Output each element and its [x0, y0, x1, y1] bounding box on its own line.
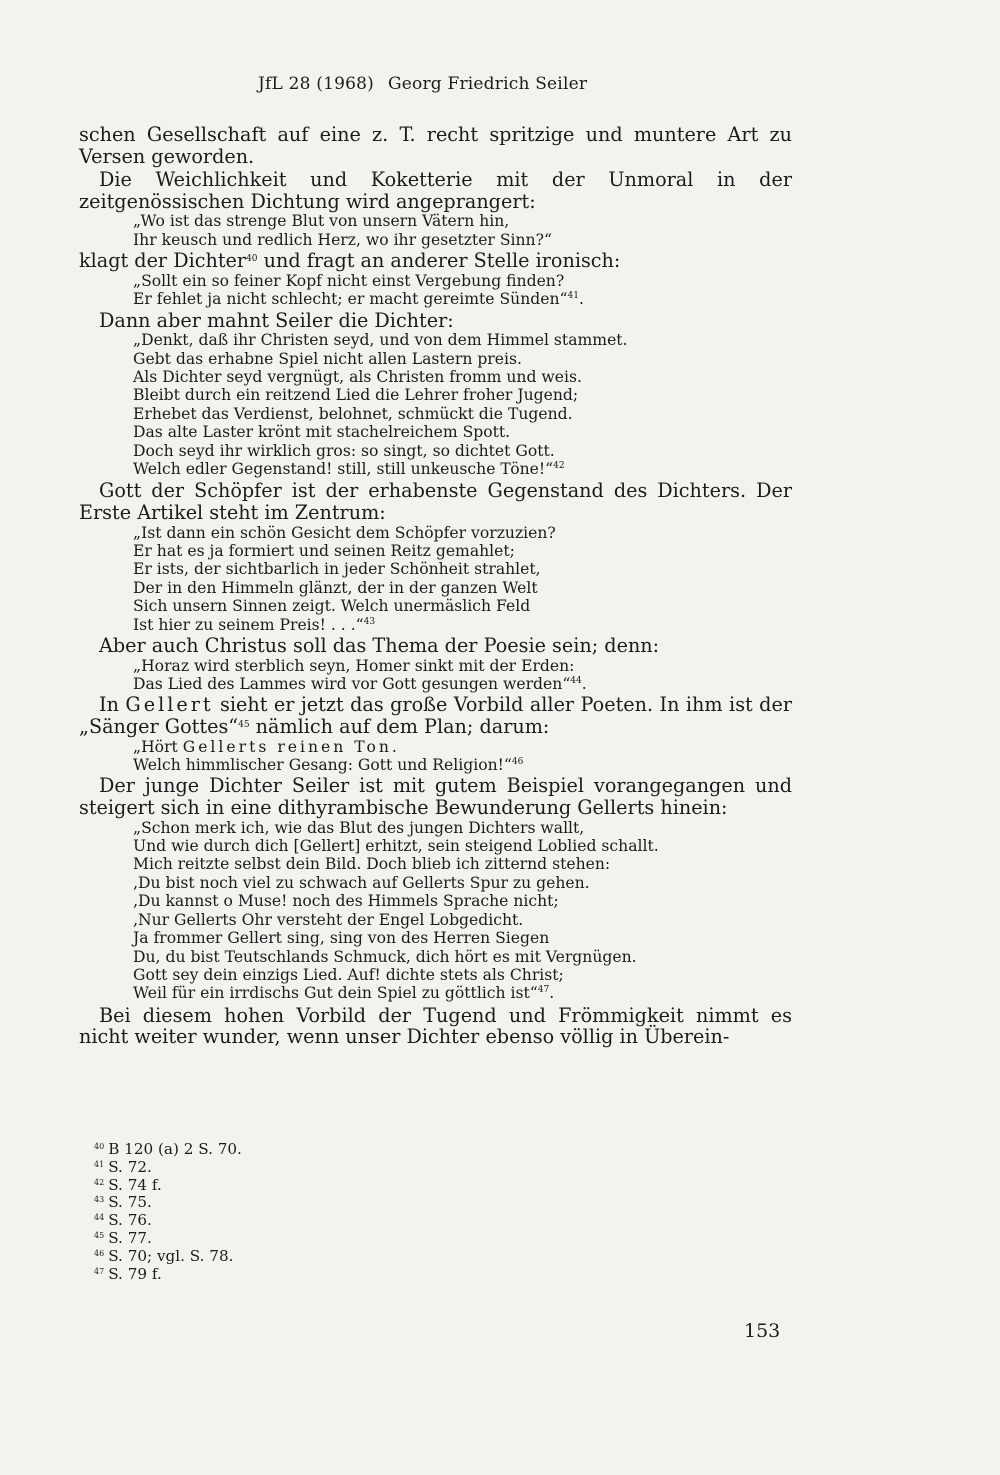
- paragraph: [79, 250, 792, 272]
- footnote-text: S. 77.: [108, 1228, 152, 1247]
- text-run: klagt der Dichter: [79, 249, 247, 273]
- verse-line: ‚Nur Gellerts Ohr versteht der Engel Lobgedicht.: [133, 910, 524, 929]
- paragraph: [79, 694, 792, 737]
- footnote: [94, 1266, 242, 1284]
- footnote-number: 44: [94, 1213, 105, 1223]
- verse-line: „Wo ist das strenge Blut von unsern Vätern hin,: [133, 212, 510, 231]
- paragraph: schen Gesellschaft auf eine z. T. recht spritzige und muntere Art zu Versen geworden.: [79, 123, 792, 168]
- page-number: 153: [744, 1320, 781, 1342]
- verse-quote: [133, 212, 792, 249]
- footnote-ref: 42: [553, 461, 565, 472]
- verse-quote: [133, 657, 792, 694]
- footnote-text: S. 74 f.: [108, 1175, 162, 1194]
- verse-line: Er hat es ja formiert und seinen Reitz gemahlet;: [133, 542, 515, 561]
- verse-line: [133, 984, 792, 1002]
- body-text: [79, 124, 792, 1048]
- footnote: [94, 1194, 242, 1212]
- paragraph: Der junge Dichter Seiler ist mit gutem Beispiel vorangegangen und steigert sich in eine dithyrambische Bewunderung Gellerts hinein:: [79, 774, 792, 820]
- footnote: [94, 1159, 242, 1177]
- footnote-ref: 45: [238, 720, 250, 731]
- footnote-ref: 43: [363, 616, 376, 627]
- text-run: .: [549, 984, 555, 1003]
- footnote-ref: 44: [570, 676, 582, 687]
- verse-line: [133, 616, 792, 634]
- verse-line: Das alte Laster krönt mit stachelreichem Spott.: [133, 423, 511, 442]
- verse-line: Du, du bist Teutschlands Schmuck, dich hört es mit Vergnügen.: [133, 947, 637, 966]
- verse-quote: [133, 738, 792, 775]
- verse-line: Erhebet das Verdienst, belohnet, schmückt die Tugend.: [133, 404, 573, 423]
- verse-line: Der in den Himmeln glänzt, der in der ganzen Welt: [133, 578, 538, 597]
- footnote-number: 41: [94, 1159, 105, 1169]
- footnotes: [94, 1141, 242, 1283]
- text-run: Weil für ein irrdischs Gut dein Spiel zu göttlich ist“: [133, 984, 538, 1003]
- paragraph: Aber auch Christus soll das Thema der Poesie sein; denn:: [99, 634, 660, 658]
- footnote-text: S. 72.: [108, 1157, 152, 1176]
- footnote-text: S. 79 f.: [108, 1264, 162, 1283]
- verse-line: Bleibt durch ein reitzend Lied die Lehrer froher Jugend;: [133, 386, 579, 405]
- footnote-ref: 46: [511, 757, 524, 768]
- verse-line: [133, 738, 792, 756]
- verse-quote: [133, 524, 792, 634]
- verse-line: Mich reitzte selbst dein Bild. Doch blieb ich zitternd stehen:: [133, 855, 611, 874]
- verse-line: Gott sey dein einzigs Lied. Auf! dichte stets als Christ;: [133, 965, 564, 984]
- verse-line: „Ist dann ein schön Gesicht dem Schöpfer vorzuzien?: [133, 523, 556, 542]
- verse-line: Sich unsern Sinnen zeigt. Welch unermäslich Feld: [133, 597, 531, 616]
- verse-line: Als Dichter seyd vergnügt, als Christen fromm und weis.: [133, 368, 582, 386]
- footnote: [94, 1248, 242, 1266]
- text-run: Ist hier zu seinem Preis! . . .“: [133, 615, 364, 634]
- footnote-text: S. 70; vgl. S. 78.: [108, 1246, 234, 1265]
- text-run: „Hört: [133, 737, 183, 756]
- verse-line: [133, 756, 792, 774]
- footnote: [94, 1212, 242, 1230]
- verse-quote: [133, 819, 792, 1003]
- text-run: Er fehlet ja nicht schlecht; er macht gereimte Sünden“: [133, 290, 568, 309]
- text-run: nämlich auf dem Plan; darum:: [249, 715, 550, 739]
- verse-quote: [133, 272, 792, 309]
- verse-line: [133, 460, 792, 478]
- verse-line: [133, 290, 792, 308]
- paragraph: Dann aber mahnt Seiler die Dichter:: [99, 308, 454, 332]
- spaced-name: Gellert: [125, 693, 214, 717]
- verse-line: Ja frommer Gellert sing, sing von des Herren Siegen: [133, 929, 550, 948]
- footnote-ref: 40: [246, 254, 258, 265]
- footnote: [94, 1230, 242, 1248]
- footnote-number: 42: [94, 1177, 105, 1187]
- text-run: .: [581, 675, 587, 694]
- header-journal: JfL 28 (1968): [258, 74, 374, 94]
- verse-line: Gebt das erhabne Spiel nicht allen Lastern preis.: [133, 349, 522, 368]
- footnote-number: 47: [94, 1266, 105, 1276]
- footnote-number: 45: [94, 1230, 105, 1240]
- footnote: [94, 1177, 242, 1195]
- paragraph: Die Weichlichkeit und Koketterie mit der Unmoral in der zeitgenössischen Dichtung wird angeprangert:: [79, 168, 792, 213]
- footnote-ref: 41: [567, 291, 579, 302]
- footnote-number: 43: [94, 1195, 105, 1205]
- text-run: und fragt an anderer Stelle ironisch:: [257, 249, 621, 273]
- footnote-ref: 47: [537, 985, 550, 996]
- footnote-text: S. 76.: [108, 1211, 152, 1230]
- footnote-number: 46: [94, 1248, 105, 1258]
- text-run: .: [578, 290, 584, 309]
- text-run: sieht er jetzt das große Vorbild aller Poeten. In ihm ist der „Sänger Gottes“: [79, 693, 792, 739]
- verse-line: ‚Du kannst o Muse! noch des Himmels Sprache nicht;: [133, 892, 559, 911]
- text-run: Welch edler Gegenstand! still, still unkeusche Töne!“: [133, 460, 554, 479]
- paragraph: Gott der Schöpfer ist der erhabenste Gegenstand des Dichters. Der Erste Artikel steht im Zentrum:: [79, 479, 792, 525]
- verse-line: [133, 675, 792, 693]
- paragraph: Bei diesem hohen Vorbild der Tugend und Frömmigkeit nimmt es nicht weiter wunder, wenn unser Dichter ebenso völlig in Überein-: [79, 1003, 792, 1049]
- verse-line: Doch seyd ihr wirklich gros: so singt, so dichtet Gott.: [133, 441, 555, 460]
- footnote-text: S. 75.: [108, 1193, 152, 1212]
- verse-line: Er ists, der sichtbarlich in jeder Schönheit strahlet,: [133, 560, 541, 579]
- text-run: In: [99, 693, 126, 717]
- footnote-text: B 120 (a) 2 S. 70.: [108, 1140, 242, 1158]
- header-title: Georg Friedrich Seiler: [387, 74, 588, 94]
- verse-line: „Schon merk ich, wie das Blut des jungen Dichters wallt,: [133, 818, 585, 837]
- verse-line: „Horaz wird sterblich seyn, Homer sinkt mit der Erden:: [133, 656, 575, 675]
- verse-quote: [133, 331, 792, 478]
- verse-line: ‚Du bist noch viel zu schwach auf Gellerts Spur zu gehen.: [133, 873, 590, 892]
- verse-line: „Denkt, daß ihr Christen seyd, und von dem Himmel stammet.: [133, 331, 628, 350]
- running-header: [258, 74, 587, 94]
- verse-line: Ihr keusch und redlich Herz, wo ihr gesetzter Sinn?“: [133, 230, 552, 249]
- footnote-number: 40: [94, 1142, 105, 1151]
- verse-line: „Sollt ein so feiner Kopf nicht einst Vergebung finden?: [133, 271, 565, 290]
- verse-line: Und wie durch dich [Gellert] erhitzt, sein steigend Loblied schallt.: [133, 837, 659, 856]
- spaced-text: Gellerts reinen Ton.: [182, 737, 400, 756]
- text-run: Welch himmlischer Gesang: Gott und Religion!“: [133, 756, 512, 775]
- footnote: [94, 1141, 242, 1159]
- text-run: Das Lied des Lammes wird vor Gott gesungen werden“: [133, 675, 571, 694]
